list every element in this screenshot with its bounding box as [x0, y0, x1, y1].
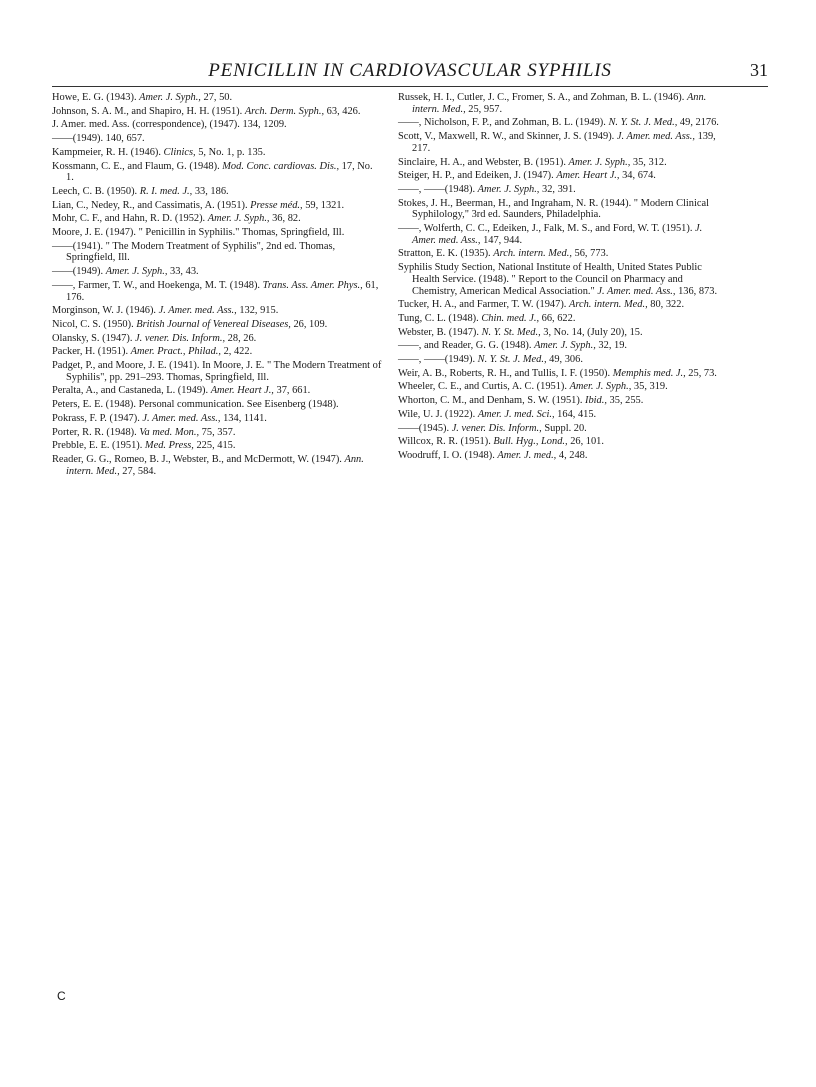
reference-journal: Amer. J. Syph.,: [534, 340, 596, 352]
reference-journal: Amer. J. Syph.,: [477, 183, 540, 195]
reference-journal: Arch. intern. Med.,: [493, 248, 572, 260]
reference-volume-page: Suppl. 20.: [541, 422, 587, 434]
reference-entry: [398, 299, 728, 311]
reference-entry: [52, 213, 382, 225]
header-rule: [52, 86, 768, 87]
reference-volume-page: 32, 391.: [539, 183, 576, 195]
reference-entry: [52, 266, 382, 278]
reference-entry: [398, 436, 728, 448]
reference-volume-page: 35, 312.: [630, 156, 667, 168]
reference-text: Prebble, E. E. (1951).: [52, 440, 145, 452]
reference-journal: Amer. Heart J.,: [556, 170, 620, 182]
reference-text: Wheeler, C. E., and Curtis, A. C. (1951).: [398, 381, 570, 393]
reference-entry: [52, 133, 382, 145]
reference-entry: [398, 131, 728, 154]
reference-journal: Memphis med. J.,: [612, 367, 686, 379]
reference-journal: J. vener. Dis. Inform.,: [135, 332, 226, 344]
reference-entry: [52, 227, 382, 239]
reference-entry: [398, 340, 728, 352]
reference-volume-page: 17, No. 1.: [66, 160, 373, 184]
reference-entry: [398, 117, 728, 129]
reference-text: Whorton, C. M., and Denham, S. W. (1951).: [398, 395, 586, 407]
reference-entry: [52, 161, 382, 184]
reference-volume-page: 27, 50.: [200, 92, 233, 103]
reference-volume-page: 37, 661.: [273, 385, 311, 397]
reference-journal: N. Y. St. Med.,: [481, 326, 541, 338]
reference-text: Howe, E. G. (1943).: [52, 92, 140, 103]
reference-entry: [398, 170, 728, 182]
reference-journal: Amer. J. med. Sci.,: [477, 408, 555, 420]
reference-journal: British Journal of Venereal Diseases,: [136, 318, 291, 330]
reference-text: Steiger, H. P., and Edeiken, J. (1947).: [398, 170, 557, 182]
reference-text: J. Amer. med. Ass. (correspondence), (1947). 134, 1209.: [52, 119, 287, 131]
reference-entry: [52, 119, 382, 131]
reference-journal: J. Amer. med. Ass.,: [158, 305, 237, 317]
reference-entry: [398, 354, 728, 366]
reference-entry: [398, 368, 728, 380]
reference-journal: Chin. med. J.,: [481, 312, 540, 324]
references-left-column: [52, 92, 382, 479]
running-header: [52, 58, 768, 86]
reference-text: ——(1945).: [398, 422, 452, 434]
reference-entry: [52, 440, 382, 452]
reference-entry: [52, 241, 382, 264]
reference-entry: [52, 200, 382, 212]
reference-volume-page: 28, 26.: [225, 332, 257, 344]
reference-volume-page: 80, 322.: [647, 299, 685, 311]
reference-entry: [52, 319, 382, 331]
reference-entry: [398, 395, 728, 407]
reference-entry: [52, 385, 382, 397]
reference-volume-page: 63, 426.: [324, 105, 361, 117]
reference-text: Sinclaire, H. A., and Webster, B. (1951).: [398, 156, 569, 168]
reference-journal: Amer. Heart J.,: [210, 385, 274, 397]
reference-journal: Presse méd.,: [250, 199, 303, 211]
reference-volume-page: 35, 255.: [606, 395, 644, 407]
reference-entry: [52, 399, 382, 411]
reference-entry: [52, 333, 382, 345]
reference-entry: [398, 184, 728, 196]
reference-volume-page: 25, 73.: [685, 367, 717, 379]
reference-entry: [52, 346, 382, 358]
reference-journal: J. Amer. med. Ass.,: [412, 223, 703, 246]
reference-journal: Mod. Conc. cardiovas. Dis.,: [222, 160, 340, 172]
reference-text: Tung, C. L. (1948).: [398, 312, 482, 324]
reference-text: Syphilis Study Section, National Institute of Health, United States Public Health Service. (1948). " Report to the Council on Pharmacy and Chemistry, American Medical Association.": [398, 262, 702, 297]
reference-volume-page: 35, 319.: [631, 381, 668, 393]
reference-text: Stratton, E. K. (1935).: [398, 248, 494, 260]
reference-entry: [398, 198, 728, 221]
reference-journal: J. vener. Dis. Inform.,: [451, 422, 542, 434]
reference-journal: Amer. J. Syph.,: [207, 213, 270, 225]
reference-journal: Ann. intern. Med.,: [412, 92, 707, 115]
reference-volume-page: 61, 176.: [66, 279, 379, 303]
reference-journal: Bull. Hyg., Lond.,: [493, 436, 568, 448]
reference-journal: J. Amer. med. Ass.,: [597, 285, 676, 297]
reference-journal: J. Amer. med. Ass.,: [142, 412, 221, 424]
reference-entry: [52, 106, 382, 118]
reference-volume-page: 34, 674.: [619, 170, 656, 182]
reference-entry: [398, 327, 728, 339]
reference-text: Webster, B. (1947).: [398, 326, 482, 338]
reference-entry: [52, 305, 382, 317]
reference-text: Reader, G. G., Romeo, B. J., Webster, B., and McDermott, W. (1947).: [52, 453, 345, 465]
reference-volume-page: 225, 415.: [193, 440, 236, 452]
reference-text: ——, Nicholson, F. P., and Zohman, B. L. (1949).: [398, 117, 609, 129]
reference-text: ——, Farmer, T. W., and Hoekenga, M. T. (1948).: [52, 279, 263, 291]
reference-text: ——, ——(1949).: [398, 354, 478, 366]
reference-journal: Trans. Ass. Amer. Phys.,: [262, 279, 363, 291]
reference-volume-page: 3, No. 14, (July 20), 15.: [540, 326, 643, 338]
reference-text: Porter, R. R. (1948).: [52, 426, 140, 438]
reference-text: ——(1941). " The Modern Treatment of Syphilis", 2nd ed. Thomas, Springfield, Ill.: [52, 240, 336, 264]
reference-entry: [52, 427, 382, 439]
reference-journal: Va med. Mon.,: [139, 426, 200, 438]
reference-entry: [52, 186, 382, 198]
reference-text: Peralta, A., and Castaneda, L. (1949).: [52, 385, 211, 397]
reference-journal: Ibid.,: [585, 395, 607, 407]
reference-text: ——, Wolferth, C. C., Edeiken, J., Falk, M. S., and Ford, W. T. (1951).: [398, 223, 696, 235]
reference-journal: Amer. J. med.,: [497, 449, 557, 461]
reference-volume-page: 33, 43.: [167, 266, 199, 278]
reference-volume-page: 25, 957.: [465, 103, 503, 115]
reference-journal: Amer. Pract., Philad.,: [130, 346, 221, 358]
reference-text: ——, and Reader, G. G. (1948).: [398, 340, 535, 352]
reference-text: ——, ——(1948).: [398, 183, 478, 195]
reference-volume-page: 33, 186.: [192, 185, 229, 197]
reference-journal: Clinics,: [163, 146, 196, 158]
reference-journal: Amer. J. Syph.,: [569, 381, 632, 393]
reference-volume-page: 56, 773.: [571, 248, 609, 260]
reference-text: Weir, A. B., Roberts, R. H., and Tullis, I. F. (1950).: [398, 367, 613, 379]
reference-journal: N. Y. St. J. Med.,: [477, 354, 547, 366]
reference-entry: [398, 381, 728, 393]
reference-text: Stokes, J. H., Beerman, H., and Ingraham, N. R. (1944). " Modern Clinical Syphilology," 3rd ed. Saunders, Philadelphia.: [398, 197, 709, 221]
reference-text: Scott, V., Maxwell, R. W., and Skinner, J. S. (1949).: [398, 131, 617, 143]
reference-volume-page: 36, 82.: [269, 213, 301, 225]
reference-text: Willcox, R. R. (1951).: [398, 436, 494, 448]
reference-volume-page: 132, 915.: [236, 305, 279, 317]
reference-journal: Amer. J. Syph.,: [105, 266, 168, 278]
reference-volume-page: 5, No. 1, p. 135.: [195, 146, 266, 158]
reference-volume-page: 2, 422.: [221, 346, 253, 358]
reference-text: Johnson, S. A. M., and Shapiro, H. H. (1951).: [52, 105, 245, 117]
reference-entry: [398, 409, 728, 421]
reference-entry: [52, 413, 382, 425]
reference-entry: [52, 454, 382, 477]
reference-entry: [398, 223, 728, 246]
reference-text: Mohr, C. F., and Hahn, R. D. (1952).: [52, 213, 208, 225]
reference-journal: R. I. med. J.,: [139, 185, 193, 197]
reference-journal: N. Y. St. J. Med.,: [608, 117, 678, 129]
reference-volume-page: 27, 584.: [119, 465, 157, 477]
reference-volume-page: 26, 101.: [567, 436, 604, 448]
reference-entry: [52, 360, 382, 383]
reference-entry: [398, 248, 728, 260]
reference-entry: [398, 423, 728, 435]
reference-text: Nicol, C. S. (1950).: [52, 318, 137, 330]
reference-text: Pokrass, F. P. (1947).: [52, 412, 143, 424]
reference-volume-page: 4, 248.: [556, 449, 588, 461]
reference-journal: J. Amer. med. Ass.,: [616, 131, 695, 143]
reference-journal: Med. Press,: [144, 440, 194, 452]
reference-text: Padget, P., and Moore, J. E. (1941). In Moore, J. E. " The Modern Treatment of Syphilis", pp. 291–293. Thomas, Springfield, Ill.: [52, 360, 382, 383]
reference-volume-page: 164, 415.: [554, 408, 597, 420]
reference-volume-page: 49, 2176.: [677, 117, 719, 129]
reference-text: Kossmann, C. E., and Flaum, G. (1948).: [52, 160, 223, 172]
page-number: 31: [750, 60, 768, 80]
reference-journal: Amer. J. Syph.,: [568, 156, 631, 168]
reference-journal: Amer. J. Syph.,: [139, 92, 201, 103]
reference-text: Kampmeier, R. H. (1946).: [52, 146, 164, 158]
reference-text: ——(1949). 140, 657.: [52, 133, 145, 145]
reference-volume-page: 32, 19.: [595, 340, 627, 352]
reference-text: Russek, H. I., Cutler, J. C., Fromer, S. A., and Zohman, B. L. (1946).: [398, 92, 687, 103]
reference-text: Leech, C. B. (1950).: [52, 185, 140, 197]
reference-journal: Arch. intern. Med.,: [568, 299, 648, 311]
reference-journal: Ann. intern. Med.,: [66, 453, 364, 477]
reference-entry: [398, 313, 728, 325]
reference-text: Olansky, S. (1947).: [52, 332, 136, 344]
reference-volume-page: 49, 306.: [546, 354, 583, 366]
reference-entry: [52, 92, 382, 104]
reference-text: Wile, U. J. (1922).: [398, 408, 478, 420]
reference-journal: Arch. Derm. Syph.,: [244, 105, 325, 117]
reference-volume-page: 134, 1141.: [220, 412, 267, 424]
reference-text: Lian, C., Nedey, R., and Cassimatis, A. (1951).: [52, 199, 251, 211]
reference-entry: [398, 157, 728, 169]
reference-text: Morginson, W. J. (1946).: [52, 305, 159, 317]
reference-text: Packer, H. (1951).: [52, 346, 131, 358]
references-right-column: [398, 92, 728, 464]
reference-text: Woodruff, I. O. (1948).: [398, 449, 498, 461]
reference-text: Moore, J. E. (1947). " Penicillin in Syphilis." Thomas, Springfield, Ill.: [52, 227, 345, 239]
reference-volume-page: 147, 944.: [480, 234, 523, 246]
signature-mark: C: [57, 989, 66, 1003]
reference-volume-page: 26, 109.: [290, 318, 328, 330]
reference-entry: [398, 92, 728, 115]
reference-volume-page: 75, 357.: [199, 426, 236, 438]
reference-volume-page: 66, 622.: [539, 312, 576, 324]
reference-entry: [398, 450, 728, 462]
reference-text: Peters, E. E. (1948). Personal communication. See Eisenberg (1948).: [52, 399, 339, 411]
reference-text: ——(1949).: [52, 266, 106, 278]
reference-entry: [52, 147, 382, 159]
running-title: PENICILLIN IN CARDIOVASCULAR SYPHILIS: [208, 60, 612, 81]
reference-entry: [398, 262, 728, 297]
reference-entry: [52, 280, 382, 303]
reference-text: Tucker, H. A., and Farmer, T. W. (1947).: [398, 299, 569, 311]
reference-volume-page: 139, 217.: [412, 131, 716, 154]
reference-volume-page: 59, 1321.: [302, 199, 345, 211]
reference-volume-page: 136, 873.: [675, 285, 718, 297]
